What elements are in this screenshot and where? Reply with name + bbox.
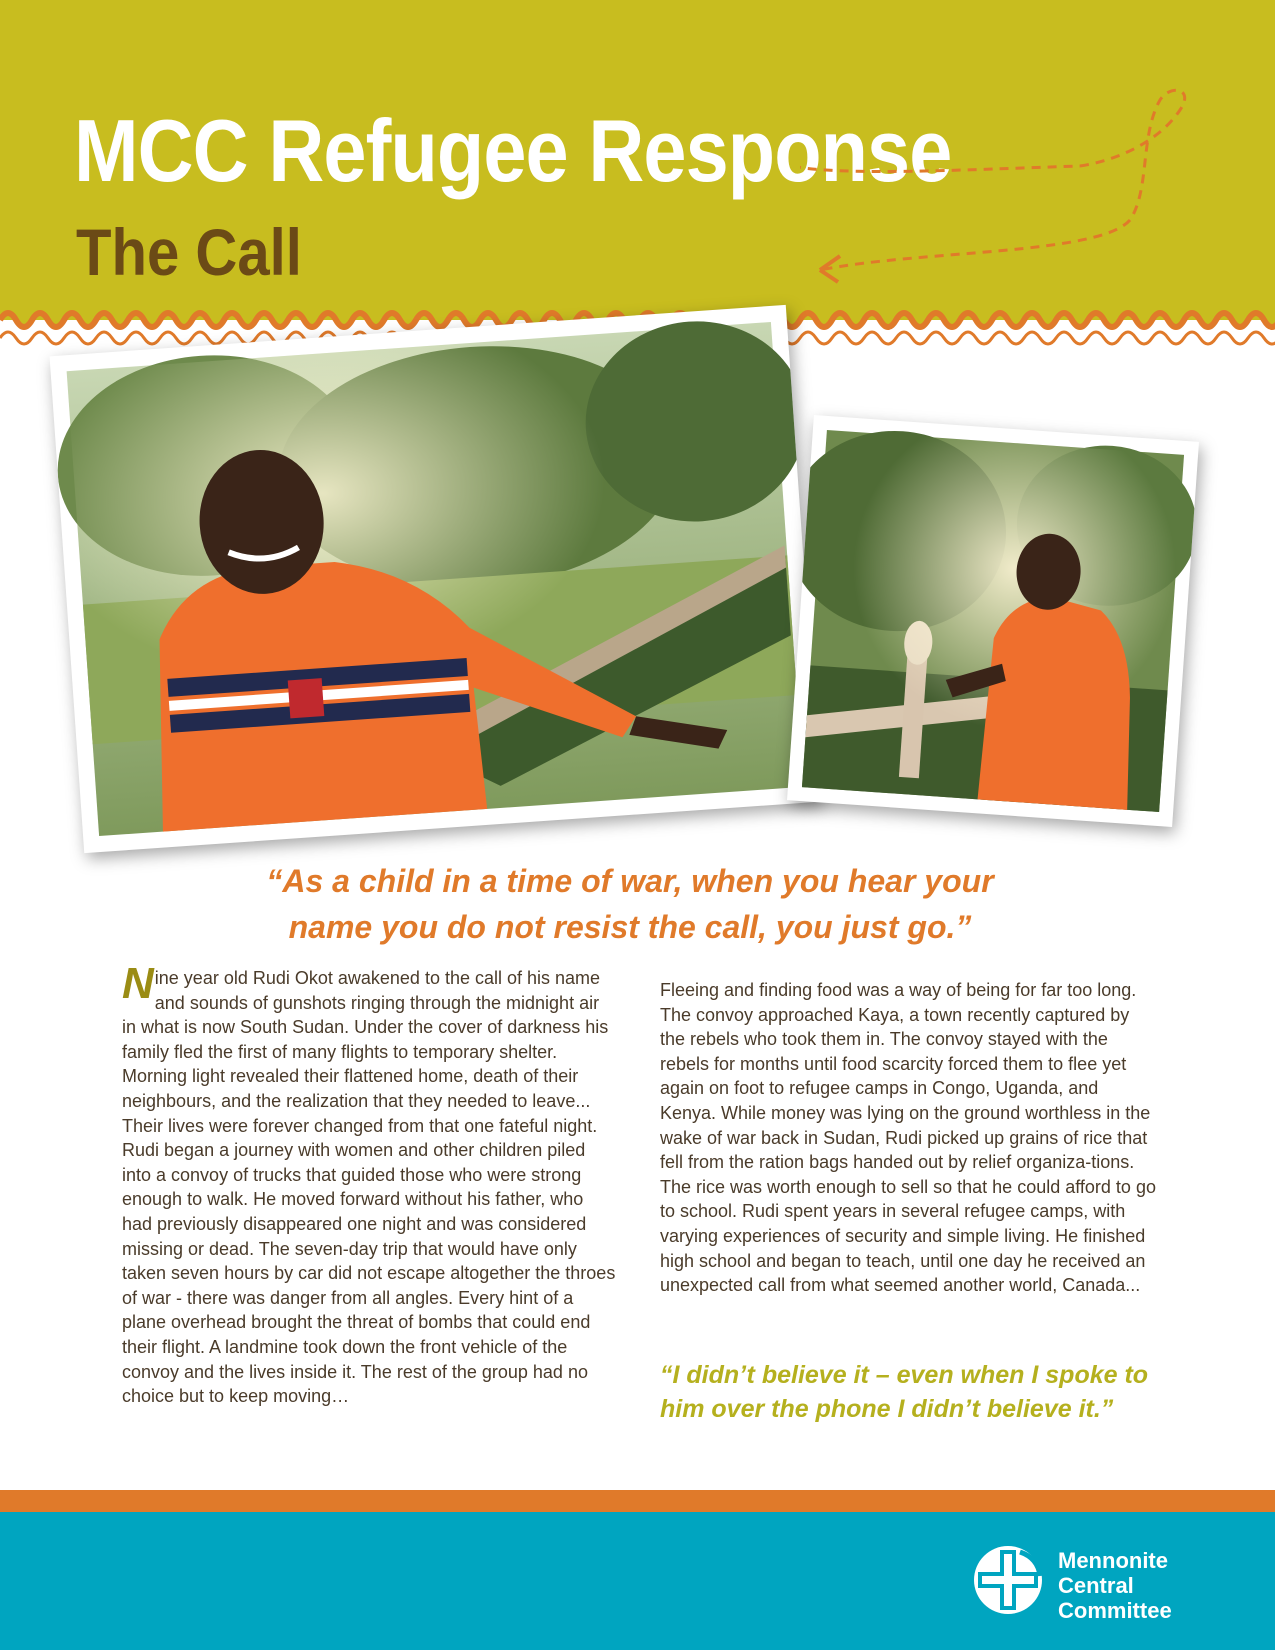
mcc-logo-text — [1058, 1548, 1172, 1623]
article-left-text: ine year old Rudi Okot awakened to the call of his name and sounds of gunshots ringing through the midnight air in what is now South Sudan. Under the cover of darkness his family fled the first of many flights to temporary shelter. Morning light revealed their flattened home, death of their neighbours, and the realization that they needed to leave... Their lives were forever changed from that one fateful night. Rudi began a journey with women and other children piled into a convoy of trucks that guided those who were strong enough to walk. He moved forward without his father, who had previously disappeared one night and was considered missing or dead. The seven-day trip that would have only taken seven hours by car did not escape altogether the throes of war - there was danger from all angles. Every hint of a plane overhead brought the threat of bombs that could end their flight. A landmine took down the front vehicle of the convoy and the lives inside it. The rest of the group had no choice but to keep moving… — [122, 968, 616, 1407]
footer-stripe — [0, 1490, 1275, 1512]
article-column-right: Fleeing and finding food was a way of being for far too long. The convoy approached Kaya, a town recently captured by the rebels who took them in. The convoy stayed with the rebels for months until food scarcity forced them to flee yet again on foot to refugee camps in Congo, Uganda, and Kenya. While money was lying on the ground worthless in the wake of war back in Sudan, Rudi picked up grains of rice that fell from the ration bags handed out by relief organiza-tions. The rice was worth enough to sell so that he could afford to go to school. Rudi spent years in several refugee camps, with varying experiences of security and simple living. He finished high school and began to teach, until one day he received an unexpected call from what seemed another world, Canada... — [660, 980, 1156, 1296]
second-quote-line-1: “I didn’t believe it – even when I spoke to — [660, 1361, 1149, 1389]
dashed-arrow-doodle — [800, 80, 1260, 290]
mcc-logo-icon — [968, 1540, 1048, 1620]
second-quote — [660, 1358, 1180, 1426]
pull-quote — [200, 858, 1060, 950]
main-photo-frame — [50, 305, 821, 853]
logo-line-1: Mennonite — [1058, 1548, 1168, 1573]
main-photo — [50, 305, 821, 853]
page-subtitle: The Call — [76, 215, 302, 289]
pull-quote-line-1: “As a child in a time of war, when you hear your — [266, 863, 994, 899]
logo-line-2: Central — [1058, 1573, 1134, 1598]
page-title: MCC Refugee Response — [74, 101, 952, 200]
second-photo — [787, 415, 1199, 827]
pull-quote-line-2: name you do not resist the call, you just go.” — [288, 909, 972, 945]
second-quote-line-2: him over the phone I didn’t believe it.” — [660, 1395, 1114, 1423]
article-column-left — [122, 959, 618, 1409]
second-photo-frame — [787, 415, 1199, 827]
logo-line-3: Committee — [1058, 1598, 1172, 1623]
drop-cap: N — [122, 959, 154, 1008]
